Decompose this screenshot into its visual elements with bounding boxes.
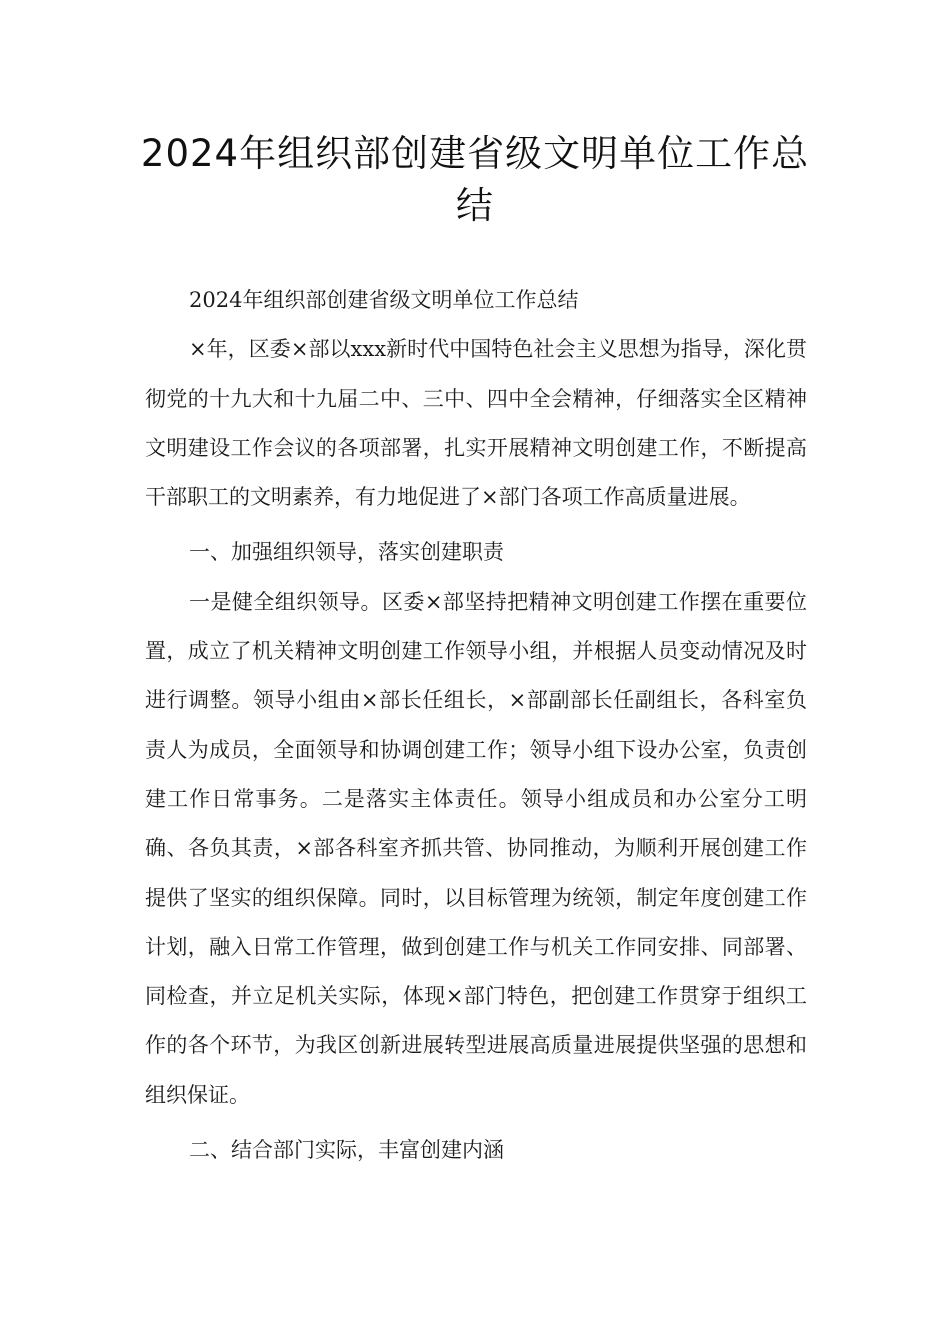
body-paragraph-section-1: 一是健全组织领导。区委×部坚持把精神文明创建工作摆在重要位置，成立了机关精神文明创建工作领导小组，并根据人员变动情况及时进行调整。领导小组由×部长任组长，×部副部长任副组长，各科室负责人为成员，全面领导和协调创建工作；领导小组下设办公室，负责创建工作日常事务。二是落实主体责任。领导小组成员和办公室分工明确、各负其责，×部各科室齐抓共管、协同推动，为顺利开展创建工作提供了坚实的组织保障。同时，以目标管理为统领，制定年度创建工作计划，融入日常工作管理，做到创建工作与机关工作同安排、同部署、同检查，并立足机关实际，体现×部门特色，把创建工作贯穿于组织工作的各个环节，为我区创新进展转型进展高质量进展提供坚强的思想和组织保证。 xyxy=(145,589,807,1107)
document-body xyxy=(145,276,807,1175)
body-subtitle: 2024年组织部创建省级文明单位工作总结 xyxy=(189,288,579,312)
section-heading-1: 一、加强组织领导，落实创建职责 xyxy=(189,540,504,565)
body-paragraph-intro: ×年，区委×部以xxx新时代中国特色社会主义思想为指导，深化贯彻党的十九大和十九届二中、三中、四中全会精神，仔细落实全区精神文明建设工作会议的各项部署，扎实开展精神文明创建工作，不断提高干部职工的文明素养，有力地促进了×部门各项工作高质量进展。 xyxy=(145,337,807,510)
section-heading-2: 二、结合部门实际，丰富创建内涵 xyxy=(189,1138,504,1163)
document-title: 2024年组织部创建省级文明单位工作总结 xyxy=(140,132,810,227)
